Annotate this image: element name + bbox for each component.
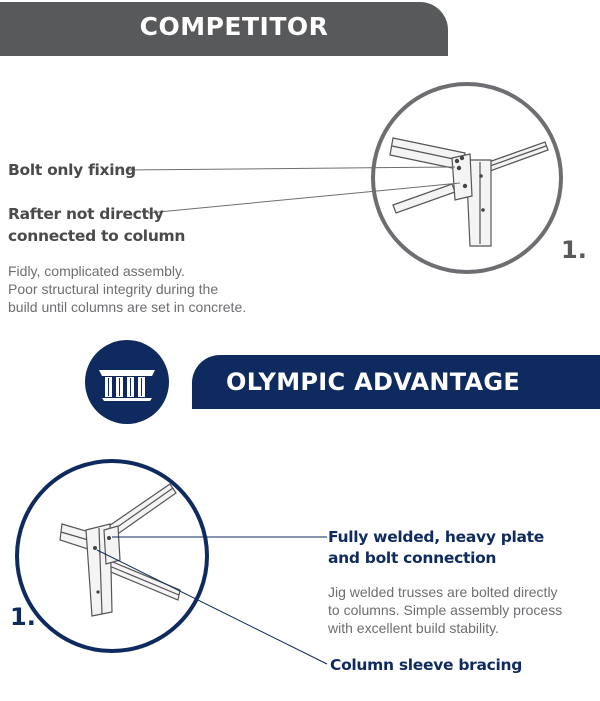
olympic-description-line2: to columns. Simple assembly process: [328, 602, 563, 618]
competitor-description-line1: Fidly, complicated assembly.: [8, 263, 185, 279]
competitor-callout-rafter-line1: Rafter not directly: [8, 205, 164, 223]
olympic-number: 1.: [10, 603, 36, 631]
olympic-plate: [104, 526, 120, 564]
olympic-callout-welded-line2: and bolt connection: [328, 549, 497, 567]
competitor-number: 1.: [561, 236, 587, 264]
competitor-callout-bolt-fixing: Bolt only fixing: [8, 161, 136, 179]
competitor-description-line2: Poor structural integrity during the: [8, 281, 219, 297]
olympic-callout-welded-line1: Fully welded, heavy plate: [328, 528, 545, 546]
olympic-description-line1: Jig welded trusses are bolted directly: [328, 584, 558, 600]
olympic-description-line3: with excellent build stability.: [328, 620, 499, 636]
competitor-description-line3: build until columns are set in concrete.: [8, 299, 247, 315]
olympic-callout-sleeve-bracing: Column sleeve bracing: [330, 656, 523, 674]
competitor-title: COMPETITOR: [139, 12, 329, 41]
competitor-callout-rafter-line2: connected to column: [8, 227, 186, 245]
olympic-title: OLYMPIC ADVANTAGE: [226, 368, 521, 396]
